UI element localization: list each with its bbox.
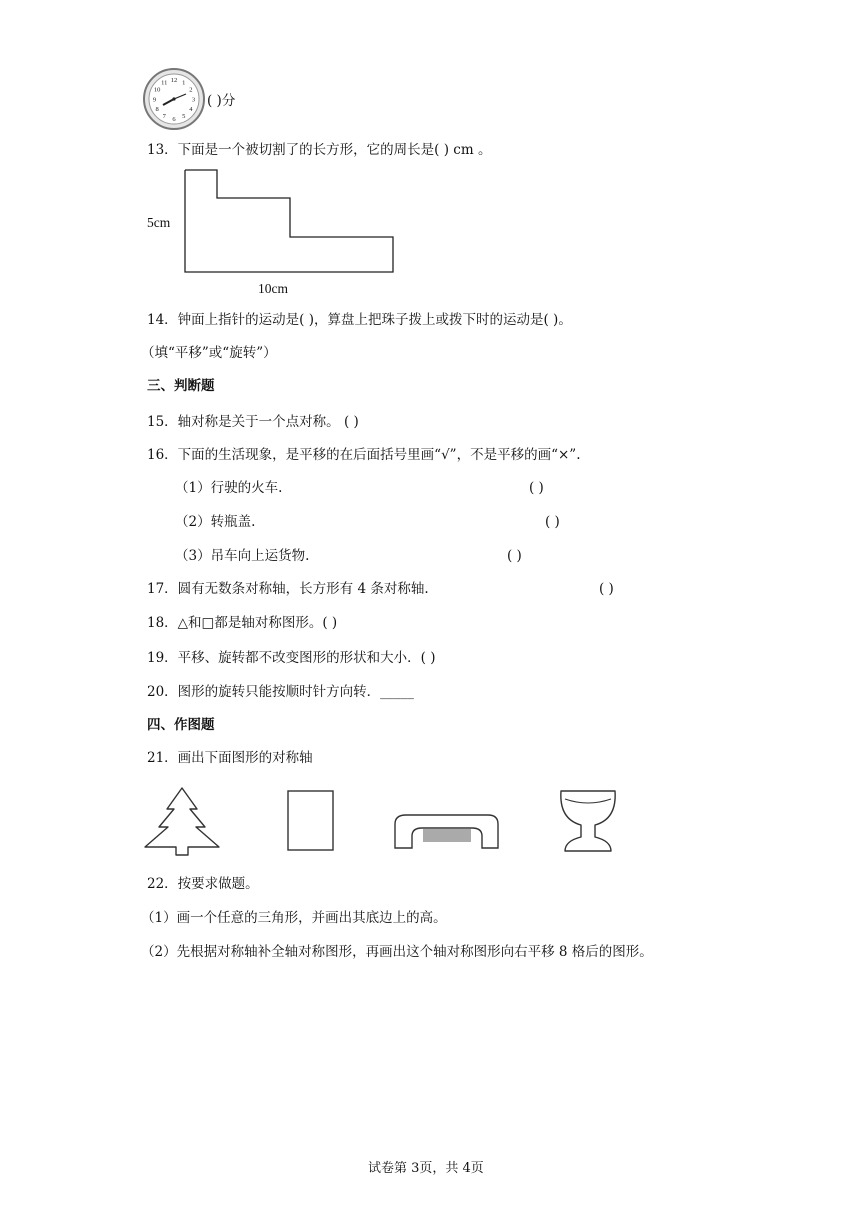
section-4-heading: 四、作图题 [147, 717, 215, 733]
section-3-heading: 三、判断题 [147, 378, 215, 394]
clock-numeral: 10 [153, 86, 161, 94]
clock-numeral: 4 [189, 106, 193, 114]
question-14-note: （填“平移”或“旋转”） [141, 345, 277, 361]
question-22: 22．按要求做题。 [147, 876, 259, 892]
question-16: 16．下面的生活现象，是平移的在后面括号里画“√”，不是平移的画“×”. [147, 447, 581, 463]
clock-numeral: 9 [152, 96, 157, 104]
cut-rectangle-figure [140, 165, 400, 295]
goblet-icon [553, 785, 623, 855]
question-21: 21．画出下面图形的对称轴 [147, 750, 313, 766]
clock-numeral: 7 [162, 113, 166, 121]
clock-numeral: 6 [172, 115, 176, 123]
clock-numeral: 12 [170, 76, 178, 84]
page-footer: 试卷第 3页，共 4页 [368, 1161, 484, 1176]
left-side-label: 5cm [147, 215, 171, 230]
clock-icon [142, 67, 206, 131]
clock-numeral: 3 [191, 96, 196, 104]
clock-numeral: 8 [155, 106, 159, 114]
question-16-item-3: （3）吊车向上运货物. [175, 548, 310, 564]
bottom-side-label: 10cm [258, 281, 288, 296]
question-16-item-2-blank: ( ) [545, 514, 560, 530]
question-18: 18．△和□都是轴对称图形。( ) [147, 615, 338, 631]
clock-numeral: 5 [182, 113, 186, 121]
question-16-item-1-blank: ( ) [529, 480, 544, 496]
question-16-item-3-blank: ( ) [507, 548, 522, 564]
question-16-item-1: （1）行驶的火车. [175, 480, 283, 496]
question-20: 20．图形的旋转只能按顺时针方向转．_____ [147, 684, 414, 700]
question-22-item-1: （1）画一个任意的三角形，并画出其底边上的高。 [141, 910, 447, 926]
clock-numeral: 1 [182, 79, 186, 87]
question-17: 17．圆有无数条对称轴，长方形有 4 条对称轴. [147, 581, 429, 597]
question-14: 14．钟面上指针的运动是( )，算盘上把珠子拨上或拨下时的运动是( )。 [147, 312, 572, 328]
clock-numeral: 2 [189, 86, 193, 94]
clock-answer-blank: ( )分 [207, 93, 236, 109]
question-13: 13．下面是一个被切割了的长方形，它的周长是( ) cm 。 [147, 142, 492, 158]
question-16-item-2: （2）转瓶盖. [175, 514, 256, 530]
rectangle-icon [285, 788, 335, 854]
comb-icon [392, 810, 502, 854]
tree-icon [142, 785, 232, 857]
question-22-item-2: （2）先根据对称轴补全轴对称图形，再画出这个轴对称图形向右平移 8 格后的图形。 [141, 944, 653, 960]
question-17-blank: ( ) [599, 581, 614, 597]
question-19: 19．平移、旋转都不改变图形的形状和大小．( ) [147, 650, 436, 666]
clock-numeral: 11 [161, 79, 168, 87]
question-15: 15．轴对称是关于一个点对称。 ( ) [147, 414, 359, 430]
